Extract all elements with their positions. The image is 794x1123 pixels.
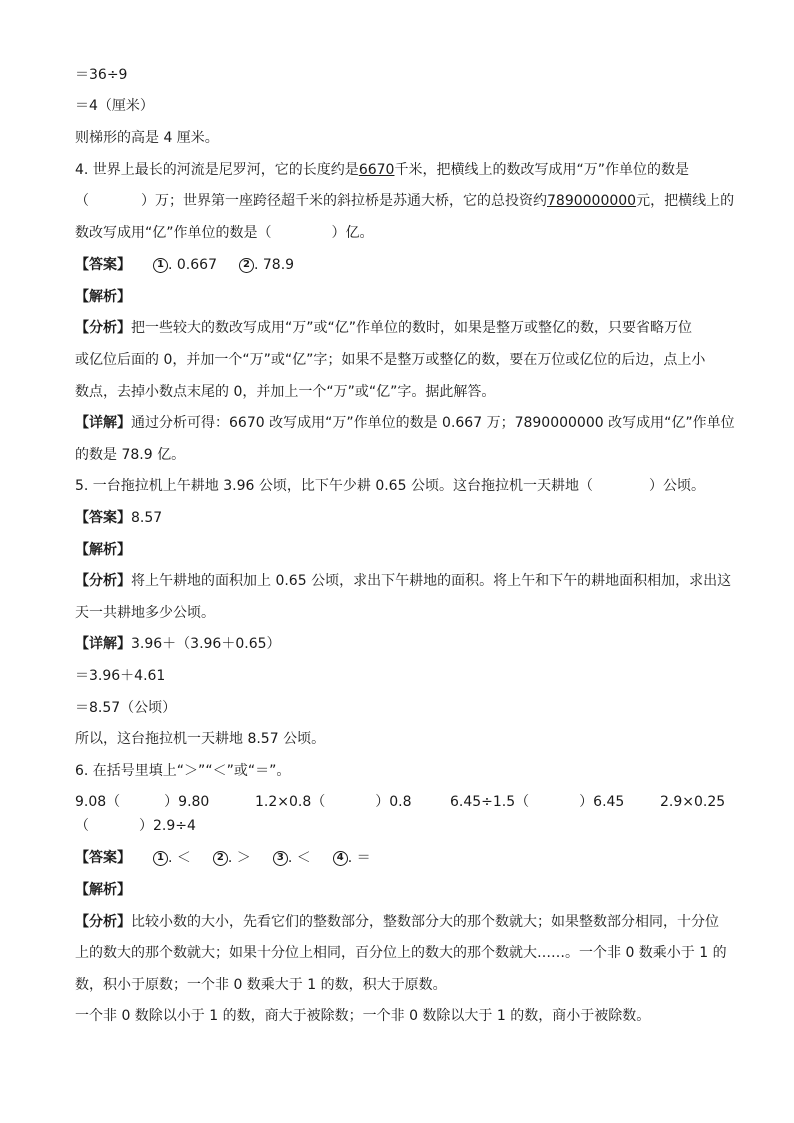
q4-fenxi-1: 【分析】把一些较大的数改写成用“万”或“亿”作单位的数时，如果是整万或整亿的数，只要省略万位 (75, 320, 693, 336)
q4-answer: 【答案】 1 . 0.667 2 . 78.9 (75, 257, 295, 273)
q5-answer: 【答案】8.57 (75, 510, 163, 526)
q4-line-3: 数改写成用“亿”作单位的数是（ ）亿。 (75, 225, 374, 241)
q4-xiangjie-2: 的数是 78.9 亿。 (75, 447, 186, 463)
circled-number-icon: 2 (239, 258, 254, 273)
circled-number-icon: 3 (273, 851, 288, 866)
q5-jiexi-heading: 【解析】 (75, 542, 131, 558)
q6-comparison-row (75, 792, 726, 812)
circled-number-icon: 2 (213, 851, 228, 866)
q4-jiexi-heading: 【解析】 (75, 289, 131, 305)
q6-item-4: 2.9×0.25 (660, 794, 726, 810)
q4-fenxi-3: 数点，去掉小数点末尾的 0，并加上一个“万”或“亿”字。据此解答。 (75, 384, 496, 400)
q5-xiangjie-4: 所以，这台拖拉机一天耕地 8.57 公顷。 (75, 731, 326, 747)
q4-line-1: 4. 世界上最长的河流是尼罗河，它的长度约是6670千米，把横线上的数改写成用“万”作单位的数是 (75, 162, 689, 178)
q4-xiangjie-1: 【详解】通过分析可得：6670 改写成用“万”作单位的数是 0.667 万；7890000000 改写成用“亿”作单位 (75, 415, 735, 431)
circled-number-icon: 1 (153, 258, 168, 273)
q4-fenxi-2: 或亿位后面的 0，并加一个“万”或“亿”字；如果不是整万或整亿的数，要在万位或亿位的后边，点上小 (75, 352, 706, 368)
circled-number-icon: 4 (333, 851, 348, 866)
q6-fenxi-1: 【分析】比较小数的大小，先看它们的整数部分，整数部分大的那个数就大；如果整数部分相同，十分位 (75, 914, 719, 930)
q6-answer: 【答案】 1 . ＜ 2 . ＞ 3 . ＜ 4 . ＝ (75, 850, 371, 866)
q6-jiexi-heading: 【解析】 (75, 882, 131, 898)
q5-fenxi-2: 天一共耕地多少公顷。 (75, 605, 215, 621)
conclusion-line: 则梯形的高是 4 厘米。 (75, 130, 219, 146)
circled-number-icon: 1 (153, 851, 168, 866)
underlined-number-789: 7890000000 (547, 193, 637, 209)
q6-item-3: 6.45÷1.5（ ）6.45 (450, 794, 625, 810)
q6-fenxi-4: 一个非 0 数除以小于 1 的数，商大于被除数；一个非 0 数除以大于 1 的数，商小于被除数。 (75, 1008, 651, 1024)
underlined-number-6670: 6670 (358, 162, 395, 178)
calc-line-2: ＝4（厘米） (75, 98, 154, 114)
q5-fenxi-1: 【分析】将上午耕地的面积加上 0.65 公顷，求出下午耕地的面积。将上午和下午的耕地面积相加，求出这 (75, 573, 732, 589)
q5-xiangjie-2: ＝3.96＋4.61 (75, 668, 166, 684)
q4-line-2: （ ）万；世界第一座跨径超千米的斜拉桥是苏通大桥，它的总投资约7890000000元，把横线上的 (75, 193, 735, 209)
q6-fenxi-2: 上的数大的那个数就大；如果十分位上相同，百分位上的数大的那个数就大……。一个非 0 数乘小于 1 的 (75, 945, 727, 961)
q5-line-1: 5. 一台拖拉机上午耕地 3.96 公顷，比下午少耕 0.65 公顷。这台拖拉机一天耕地（ ）公顷。 (75, 478, 705, 494)
q5-xiangjie-3: ＝8.57（公顷） (75, 700, 177, 716)
q6-item-2: 1.2×0.8（ ）0.8 (255, 794, 412, 810)
q6-item-1: 9.08（ ）9.80 (75, 794, 210, 810)
q5-xiangjie-1: 【详解】3.96＋（3.96＋0.65） (75, 636, 281, 652)
calc-line-1: ＝36÷9 (75, 67, 128, 83)
q6-fenxi-3: 数，积小于原数；一个非 0 数乘大于 1 的数，积大于原数。 (75, 977, 447, 993)
q6-title: 6. 在括号里填上“＞”“＜”或“＝”。 (75, 763, 291, 779)
q6-line-3: （ ）2.9÷4 (75, 818, 196, 834)
